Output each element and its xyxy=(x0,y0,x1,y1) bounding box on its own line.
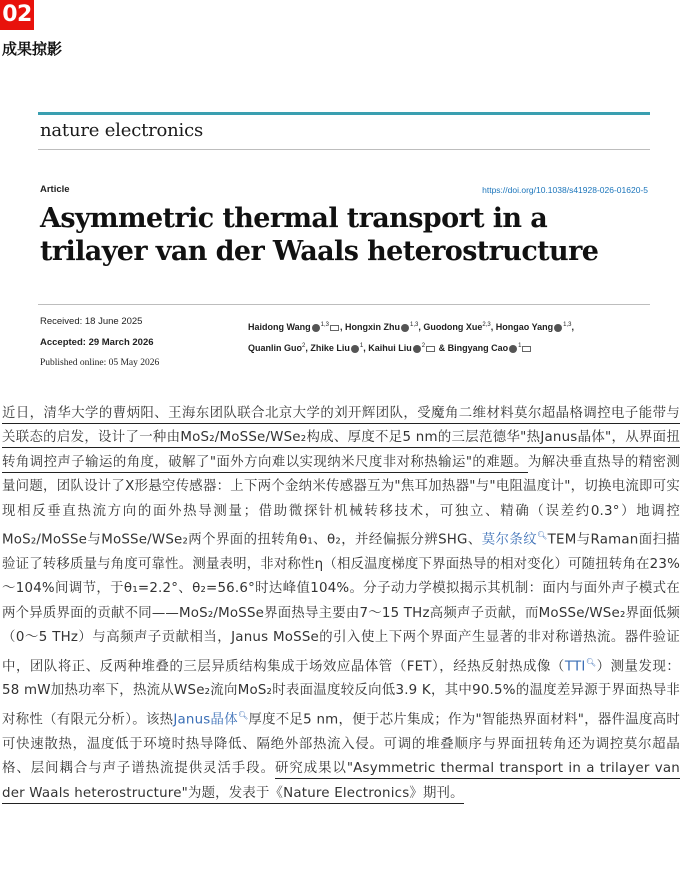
teal-top-bar xyxy=(38,112,650,115)
janus-crystal-link[interactable]: Janus晶体 xyxy=(173,712,238,728)
orcid-icon xyxy=(413,345,421,353)
body-text: 为解决垂直热导的精密测量问题，团队设计了X形悬空传感器：上下两个金纳米传感器互为"焦耳加热器"与"电阻温度计"，切换电流即可实现相反垂直热流方向的面外热导测量；借助微探针机械转移技术，可独立、精确（误差约0.3°）地调控MoS₂/MoSSe与MoSSe/WSe₂两个界面的扭转角θ₁、θ₂，并经偏振分辨SHG、 xyxy=(2,454,680,548)
journal-name: nature electronics xyxy=(40,120,204,141)
orcid-icon xyxy=(401,324,409,332)
orcid-icon xyxy=(554,324,562,332)
article-body xyxy=(2,402,680,806)
divider xyxy=(38,304,650,305)
author: Zhike Liu xyxy=(310,343,350,353)
author-list: Haidong Wang $^{1,3}$ , Hongxin Zhu $^{1,3}$, Guodong Xue$^{2,3}$, Hongao Yang $^{1,3}$, Quanlin Guo$^2$, Zhike Liu $^1$, Kaihui Liu $^2$ & Bingyang Cao $^1$ xyxy=(248,322,574,353)
author: Hongao Yang xyxy=(495,322,554,332)
author: Haidong Wang xyxy=(248,322,311,332)
author: Bingyang Cao xyxy=(447,343,509,353)
mail-icon xyxy=(426,346,435,352)
paper-header-image xyxy=(38,112,650,377)
author: Quanlin Guo xyxy=(248,343,302,353)
body-text: TEM与Raman面扫描验证了转移质量与角度可靠性。测量表明，非对称性η（相反温度梯度下界面热导的相对变化）可随扭转角在23%～104%间调节，于θ₁=2.2°、θ₂=56.6°时达峰值104%。分子动力学模拟揭示其机制：面内与面外声子模式在两个异质界面的贡献不同——MoS₂/MoSSe界面热导主要由7～15 THz高频声子贡献，而MoSSe/WSe₂界面低频（0～5 THz）与高频声子贡献相当，Janus MoSSe的引入使上下两个界面产生显著的非对称谱热流。器件验证中，团队将正、反两种堆叠的三层异质结构集成于场效应晶体管（FET），经热反射热成像（ xyxy=(2,532,680,674)
article-type: Article xyxy=(40,184,70,195)
accepted-date: Accepted: 29 March 2026 xyxy=(40,337,154,348)
search-icon[interactable]: 🔍︎ xyxy=(537,531,548,541)
underlined-conclusion: 研究成果以"Asymmetric thermal transport in a trilayer van der Waals heterostructure"为题，发表于《Nature Electronics》期刊。 xyxy=(2,761,680,803)
paper-dates xyxy=(40,316,159,379)
paper-title: Asymmetric thermal transport in a trilayer van der Waals heterostructure xyxy=(40,203,599,267)
author: Guodong Xue xyxy=(423,322,483,332)
section-number-badge: 02 xyxy=(0,0,34,30)
received-date: Received: 18 June 2025 xyxy=(40,316,143,327)
published-date: Published online: 05 May 2026 xyxy=(40,358,160,368)
body-text: ）测量发现：58 mW加热功率下，热流从WSe₂流向MoS₂时表面温度较反向低3.9 K，其中90.5%的温度差异源于界面热导非对称性（有限元分析）。该热 xyxy=(2,659,681,728)
search-icon[interactable]: 🔍︎ xyxy=(237,710,249,720)
doi-link[interactable]: https://doi.org/10.1038/s41928-026-01620-5 xyxy=(482,185,648,195)
tti-link[interactable]: TTI xyxy=(564,659,586,674)
search-icon[interactable]: 🔍︎ xyxy=(585,657,597,667)
mail-icon xyxy=(522,346,531,352)
author: Hongxin Zhu xyxy=(345,322,401,332)
underlined-intro: 近日，清华大学的曹炳阳、王海东团队联合北京大学的刘开辉团队，受魔角二维材料莫尔超晶格调控电子能带与关联态的启发，设计了一种由MoS₂/MoSSe/WSe₂构成、厚度不足5 nm的三层范德华"热Janus晶体"，从界面扭转角调控声子输运的角度，破解了"面外方向难以实现纳米尺度非对称热输运"的难题。 xyxy=(2,406,680,473)
and-text: & xyxy=(438,343,446,353)
section-title: 成果掠影 xyxy=(2,40,63,58)
divider xyxy=(38,149,650,150)
orcid-icon xyxy=(312,324,320,332)
orcid-icon xyxy=(351,345,359,353)
moire-link[interactable]: 莫尔条纹 xyxy=(481,532,538,548)
author: Kaihui Liu xyxy=(368,343,412,353)
body-text: 厚度不足5 nm，便于芯片集成；作为"智能热界面材料"，器件温度高时可快速散热，温度低于环境时热导降低、隔绝外部热流入侵。可调的堆叠顺序与界面扭转角还为调控莫尔超晶格、层间耦合与声子谱热流提供灵活手段。 xyxy=(2,712,680,777)
mail-icon xyxy=(330,325,339,331)
orcid-icon xyxy=(509,345,517,353)
